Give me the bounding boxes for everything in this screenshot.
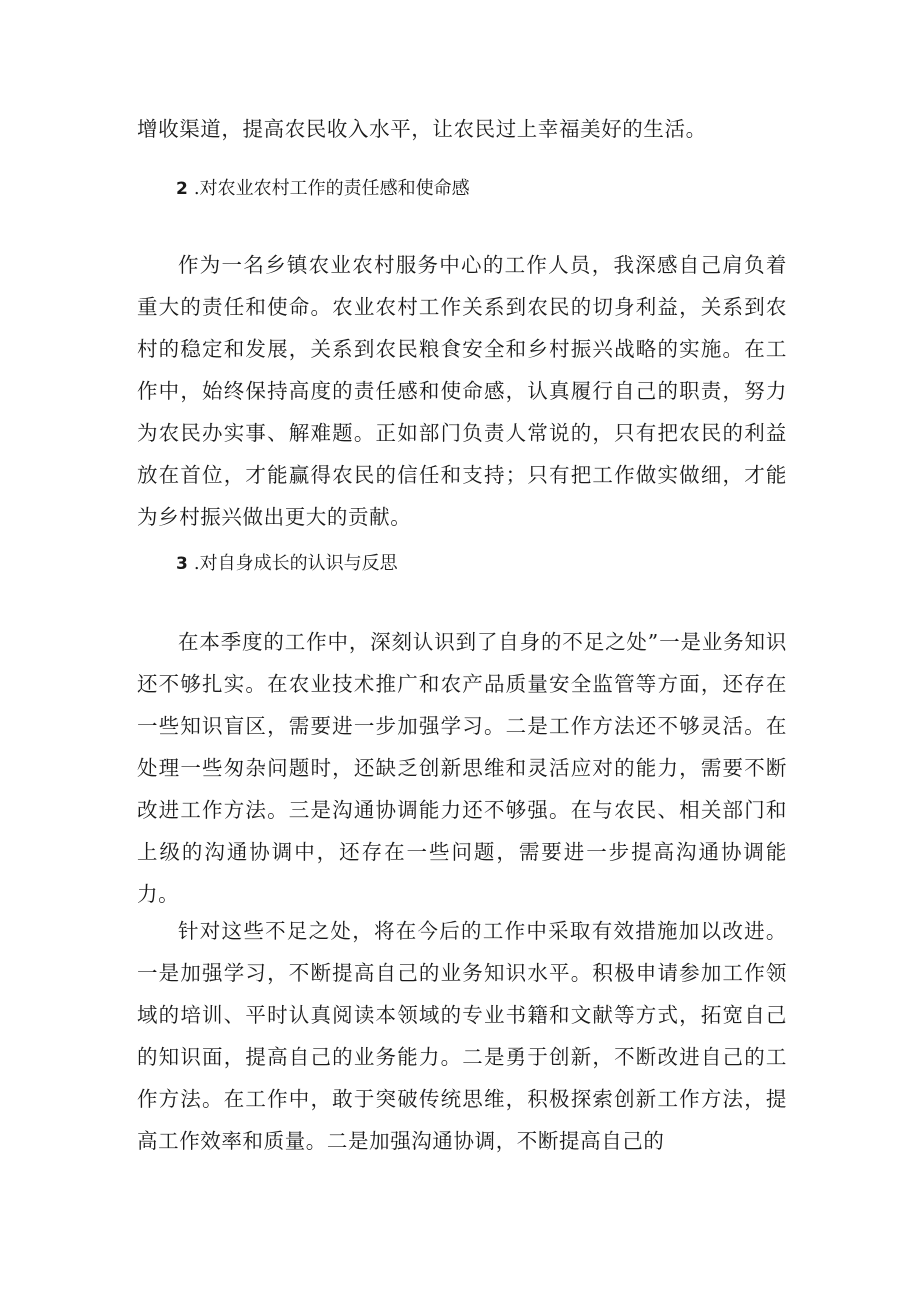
section-2-heading: [176, 174, 470, 204]
section-2-title: .对农业农村工作的责任感和使命感: [193, 178, 470, 199]
paragraph-continuation: 增收渠道，提高农民收入水平，让农民过上幸福美好的生活。: [137, 117, 707, 141]
section-3-heading: [176, 549, 398, 579]
section-2-body: 作为一名乡镇农业农村服务中心的工作人员，我深感自己肩负着重大的责任和使命。农业农村工作关系到农民的切身利益，关系到农村的稳定和发展，关系到农民粮食安全和乡村振兴战略的实施。在工作中，始终保持高度的责任感和使命感，认真履行自己的职责，努力为农民办实事、解难题。正如部门负责人常说的，只有把农民的利益放在首位，才能赢得农民的信任和支持；只有把工作做实做细，才能为乡村振兴做出更大的贡献。: [137, 253, 787, 529]
section-2-number: 2: [176, 179, 188, 199]
section-3-title: .对自身成长的认识与反思: [193, 553, 398, 574]
section-3-number: 3: [176, 554, 188, 574]
section-3-body-1: 在本季度的工作中，深刻认识到了自身的不足之处”一是业务知识还不够扎实。在农业技术推广和农产品质量安全监管等方面，还存在一些知识盲区，需要进一步加强学习。二是工作方法还不够灵活。在处理一些匆杂问题时，还缺乏创新思维和灵活应对的能力，需要不断改进工作方法。三是沟通协调能力还不够强。在与农民、相关部门和上级的沟通协调中，还存在一些问题，需要进一步提高沟通协调能力。: [137, 630, 787, 906]
section-3-body-2: 针对这些不足之处，将在今后的工作中采取有效措施加以改进。一是加强学习，不断提高自己的业务知识水平。积极申请参加工作领域的培训、平时认真阅读本领域的专业书籍和文献等方式，拓宽自己的知识面，提高自己的业务能力。二是勇于创新，不断改进自己的工作方法。在工作中，敢于突破传统思维，积极探索创新工作方法，提高工作效率和质量。二是加强沟通协调，不断提高自己的: [137, 919, 787, 1153]
